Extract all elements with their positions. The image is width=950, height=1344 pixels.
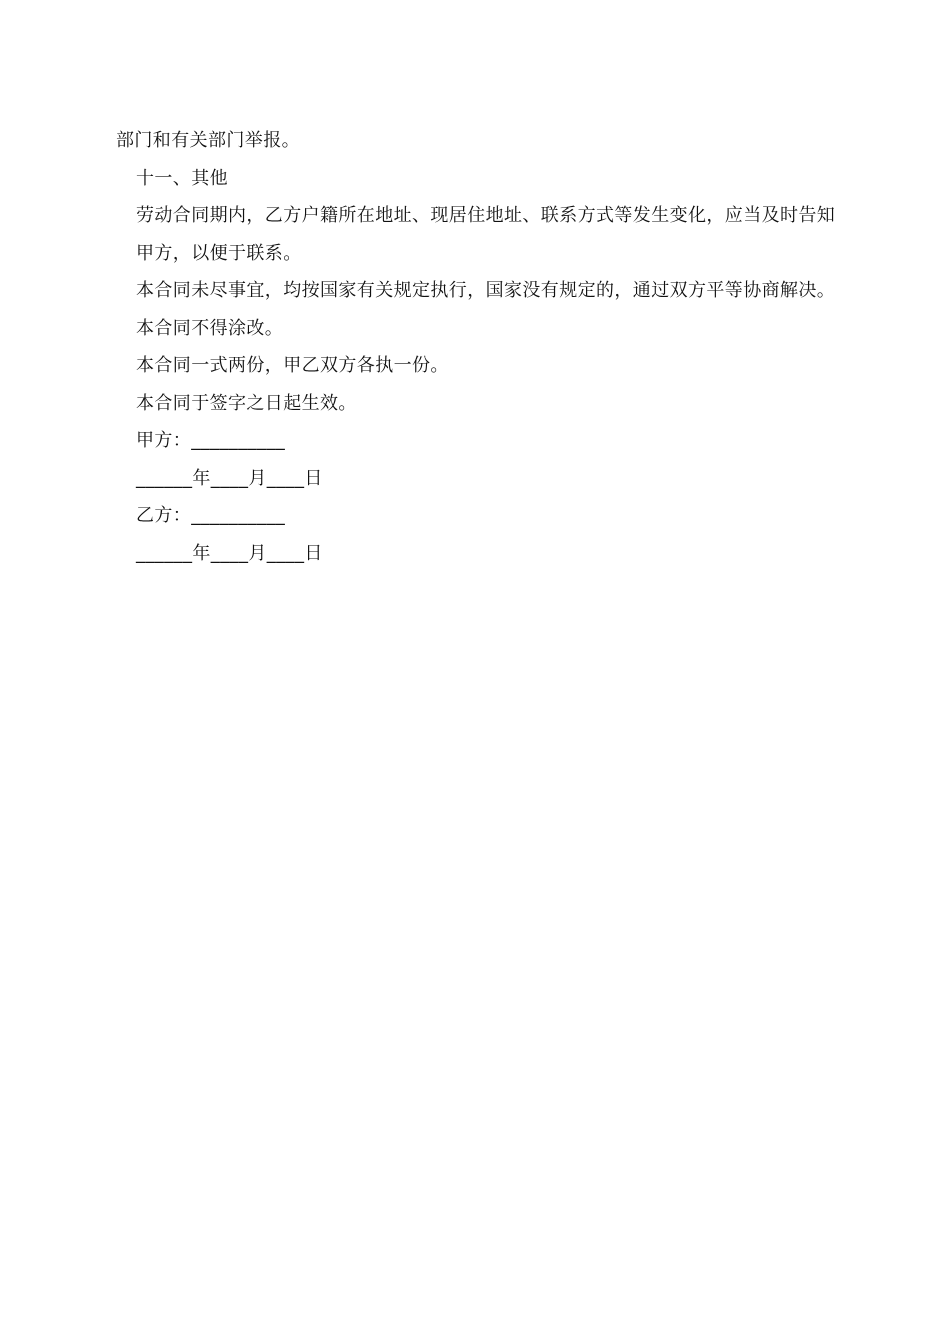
paragraph-unmentioned-matters: 本合同未尽事宜，均按国家有关规定执行，国家没有规定的，通过双方平等协商解决。 [136, 280, 836, 301]
party-b-signature: 乙方：__________ [136, 505, 286, 526]
document-body [116, 122, 836, 572]
paragraph-effective: 本合同于签字之日起生效。 [136, 392, 357, 414]
section-heading-other: 十一、其他 [136, 167, 228, 189]
party-a-signature: 甲方：__________ [136, 430, 286, 451]
paragraph-copies: 本合同一式两份，甲乙双方各执一份。 [136, 355, 449, 376]
paragraph-address-change: 劳动合同期内，乙方户籍所在地址、现居住地址、联系方式等发生变化，应当及时告知甲方，以便于联系。 [136, 205, 836, 264]
paragraph-no-alteration: 本合同不得涂改。 [136, 317, 284, 339]
party-b-date: ______年____月____日 [136, 542, 323, 564]
party-a-date: ______年____月____日 [136, 467, 323, 489]
paragraph-continuation: 部门和有关部门举报。 [116, 130, 300, 151]
